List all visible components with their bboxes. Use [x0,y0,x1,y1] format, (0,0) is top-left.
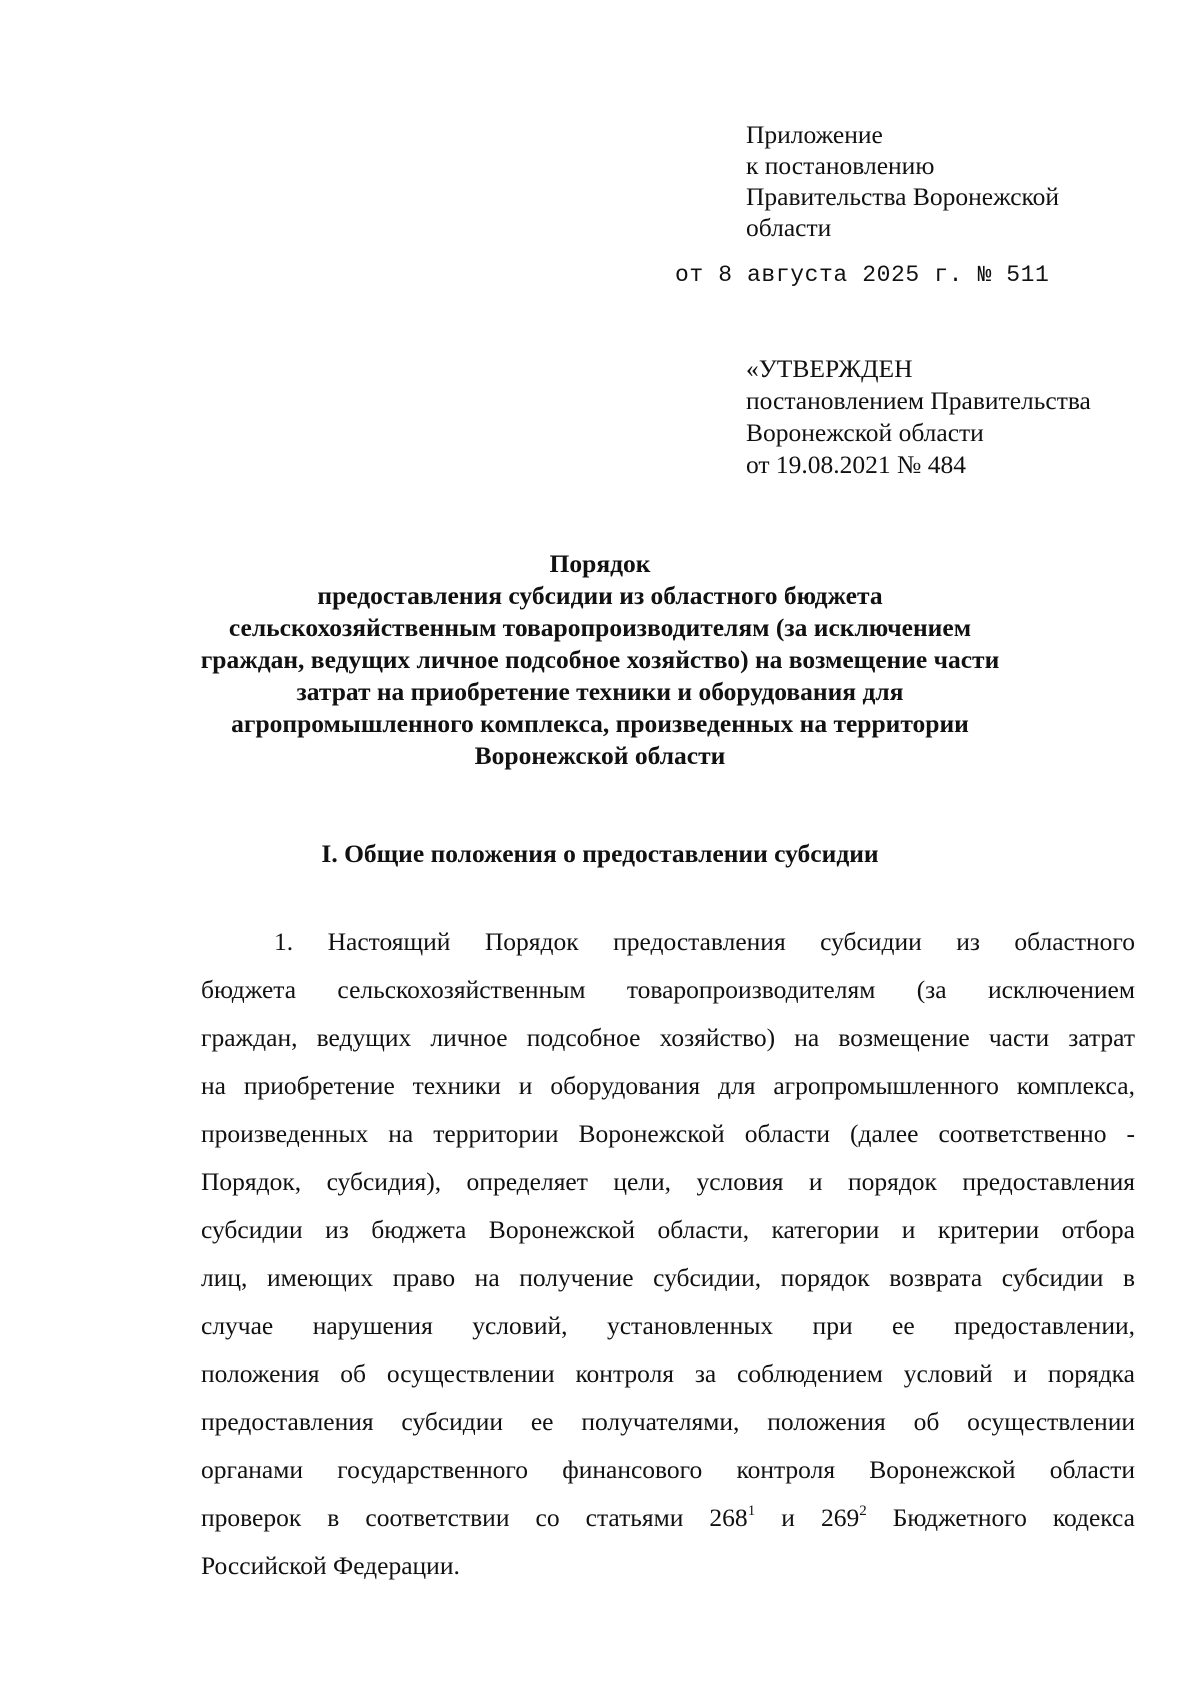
line-text: Бюджетного кодекса [866,1503,1136,1532]
title-line: предоставления субсидии из областного бюджета [317,581,883,610]
appendix-line: Правительства Воронежской [746,182,1060,211]
superscript: 2 [859,1503,867,1519]
approved-block [746,353,1091,481]
approved-line: Воронежской области [746,418,984,447]
paragraph-line: на приобретение техники и оборудования для агропромышленного комплекса, [201,1071,1135,1100]
paragraph-1 [201,918,1135,1590]
paragraph-line: субсидии из бюджета Воронежской области, категории и критерии отбора [201,1215,1135,1244]
document-title [150,548,1050,772]
appendix-block [746,119,1059,243]
line-text: проверок в соответствии со статьями 268 [201,1503,748,1532]
appendix-line: области [746,213,832,242]
paragraph-line: произведенных на территории Воронежской области (далее соответственно - [201,1119,1135,1148]
title-line: затрат на приобретение техники и оборудования для [296,677,904,706]
paragraph-line: Порядок, субсидия), определяет цели, условия и порядок предоставления [201,1167,1135,1196]
title-line: сельскохозяйственным товаропроизводителям (за исключением [228,613,972,642]
title-line: Воронежской области [474,741,726,770]
approved-line: «УТВЕРЖДЕН [746,354,913,383]
paragraph-line: положения об осуществлении контроля за соблюдением условий и порядка [201,1359,1135,1388]
paragraph-line-with-superscripts [201,1494,1135,1542]
paragraph-line: предоставления субсидии ее получателями, положения об осуществлении [201,1407,1135,1436]
title-line: агропромышленного комплекса, произведенных на территории [231,709,969,738]
paragraph-line: случае нарушения условий, установленных при ее предоставлении, [201,1311,1135,1340]
registration-stamp: от 8 августа 2025 г. № 511 [675,262,1050,288]
paragraph-line: органами государственного финансового контроля Воронежской области [201,1455,1135,1484]
title-line: граждан, ведущих личное подсобное хозяйство) на возмещение части [200,645,1000,674]
paragraph-line: 1. Настоящий Порядок предоставления субсидии из областного [274,927,1135,956]
paragraph-line: бюджета сельскохозяйственным товаропроизводителям (за исключением [201,975,1135,1004]
superscript: 1 [747,1503,756,1519]
appendix-line: Приложение [746,120,883,149]
paragraph-line: граждан, ведущих личное подсобное хозяйство) на возмещение части затрат [201,1023,1135,1052]
appendix-line: к постановлению [746,151,935,180]
title-line: Порядок [549,549,651,578]
paragraph-line: лиц, имеющих право на получение субсидии, порядок возврата субсидии в [201,1263,1135,1292]
approved-line: постановлением Правительства [746,386,1091,415]
approved-line: от 19.08.2021 № 484 [746,450,967,479]
line-text: и 269 [755,1503,860,1532]
paragraph-line: Российской Федерации. [201,1551,460,1580]
section-heading: I. Общие положения о предоставлении субсидии [321,839,879,868]
